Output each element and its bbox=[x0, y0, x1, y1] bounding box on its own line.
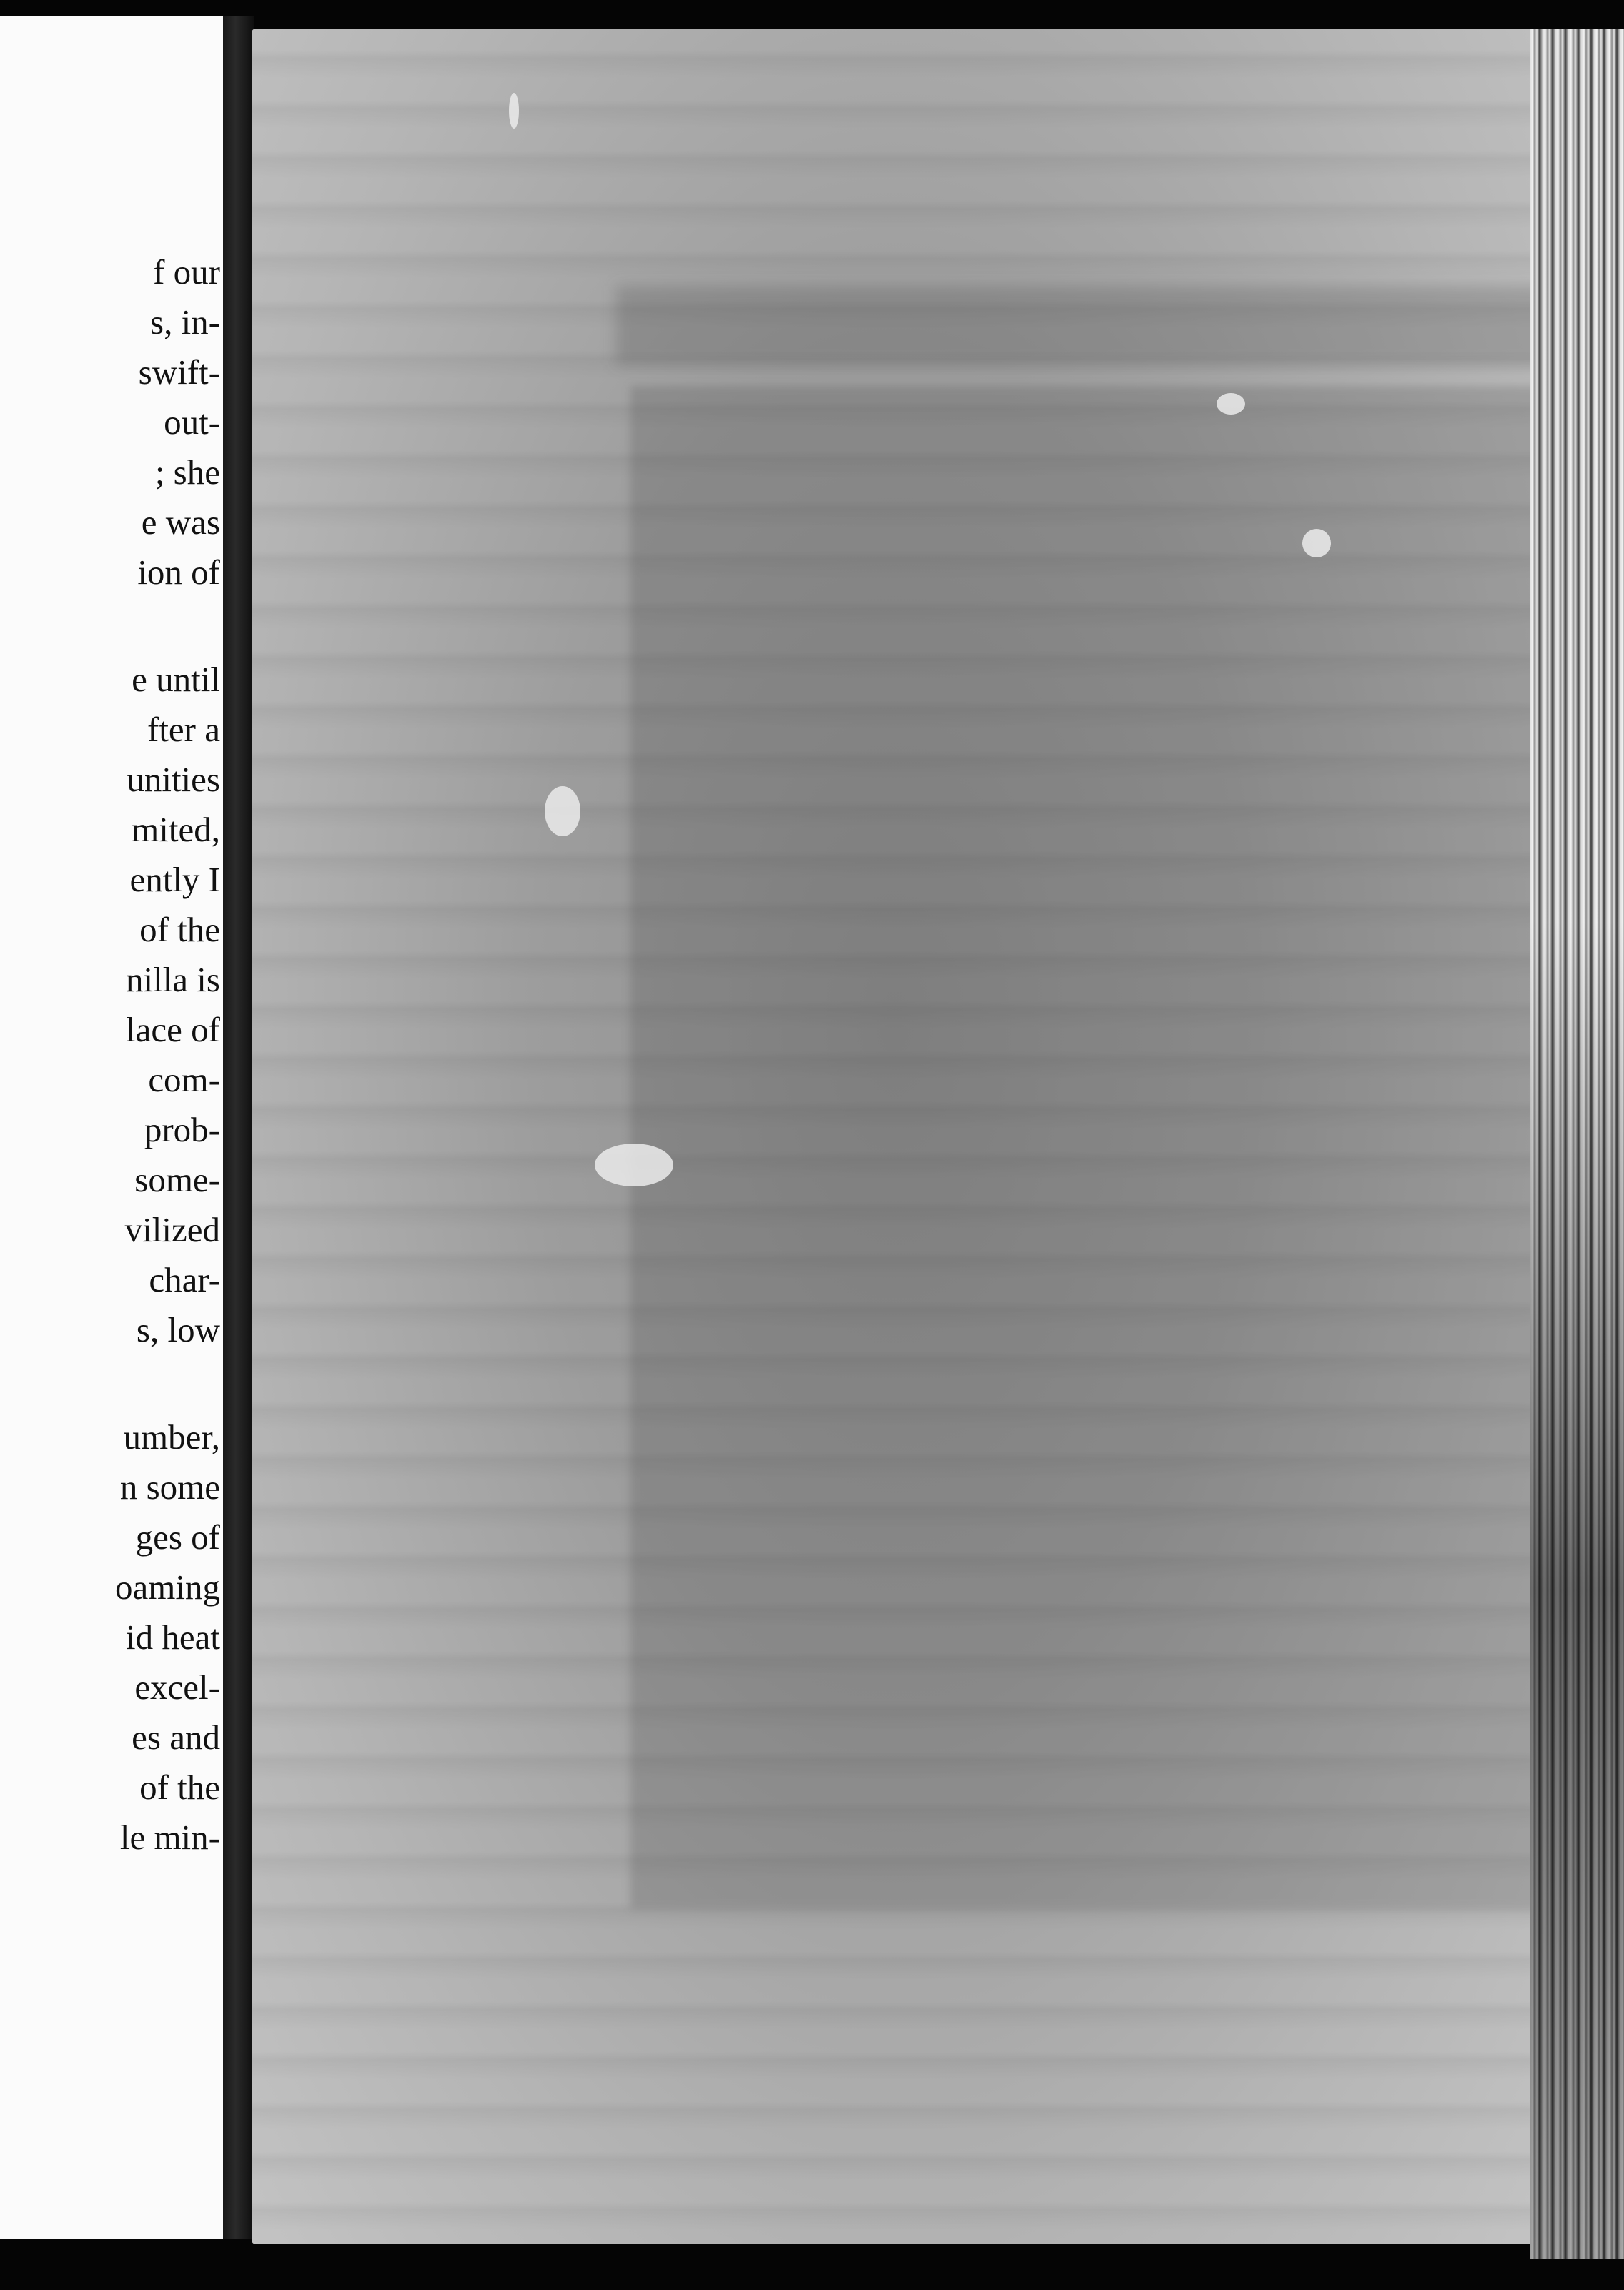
paper-speck bbox=[1217, 393, 1245, 415]
text-line: s, in- bbox=[150, 302, 220, 342]
text-line: ion of bbox=[137, 552, 220, 592]
right-page-blank bbox=[252, 29, 1538, 2244]
text-line: nilla is bbox=[125, 960, 220, 999]
text-line: vilized bbox=[124, 1210, 220, 1249]
text-line: ; she bbox=[154, 452, 220, 492]
text-line: f our bbox=[153, 252, 220, 292]
book-gutter bbox=[223, 16, 254, 2239]
text-line: of the bbox=[139, 910, 220, 949]
paper-speck bbox=[545, 786, 580, 836]
text-line: e until bbox=[132, 660, 220, 699]
text-line: out- bbox=[164, 402, 220, 442]
text-line: ently I bbox=[129, 860, 220, 899]
text-line: s, low bbox=[136, 1310, 220, 1349]
text-line: e was bbox=[141, 502, 220, 542]
text-line: lace of bbox=[126, 1010, 220, 1049]
text-line: oaming bbox=[115, 1567, 220, 1607]
page-edges bbox=[1530, 29, 1624, 2259]
text-line: es and bbox=[132, 1718, 220, 1757]
text-line: umber, bbox=[123, 1417, 220, 1457]
text-line: ges of bbox=[135, 1517, 220, 1557]
text-line: of the bbox=[139, 1768, 220, 1807]
text-line: com- bbox=[148, 1060, 220, 1099]
paper-speck bbox=[509, 93, 519, 129]
text-line: char- bbox=[149, 1260, 220, 1299]
text-line: unities bbox=[127, 760, 220, 799]
paper-speck bbox=[1302, 529, 1331, 557]
text-line: le min- bbox=[119, 1818, 220, 1857]
show-through-header bbox=[616, 286, 1603, 365]
text-line: prob- bbox=[144, 1110, 220, 1149]
paper-speck bbox=[595, 1144, 673, 1186]
text-line: fter a bbox=[147, 710, 220, 749]
text-line: n some bbox=[119, 1467, 220, 1507]
text-line: some- bbox=[134, 1160, 220, 1199]
text-line: id heat bbox=[126, 1617, 220, 1657]
text-line: excel- bbox=[134, 1667, 220, 1707]
left-page bbox=[0, 16, 227, 2239]
show-through-text-block bbox=[630, 386, 1567, 1908]
text-line: swift- bbox=[138, 352, 220, 392]
text-line: mited, bbox=[132, 810, 220, 849]
